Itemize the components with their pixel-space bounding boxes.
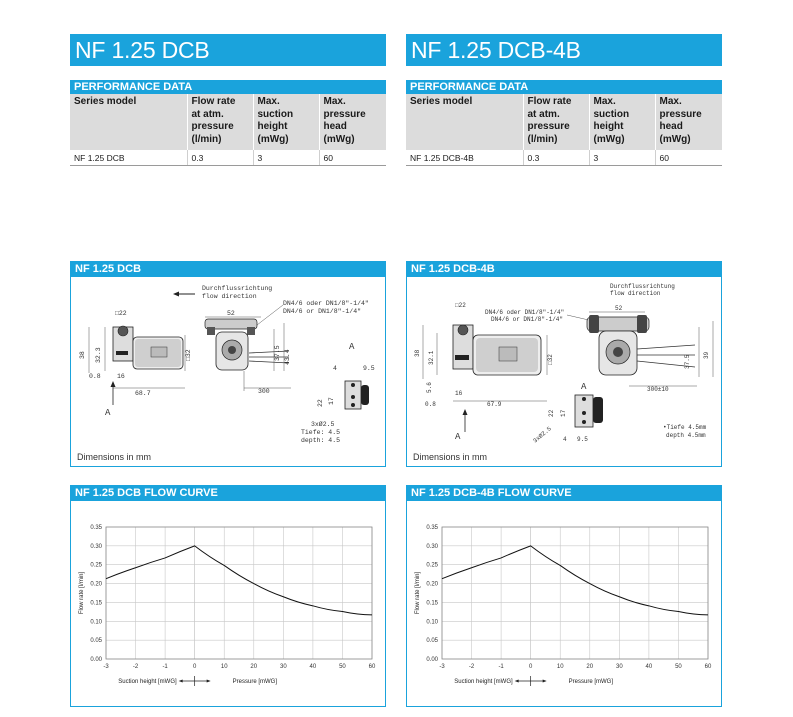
y-tick-label: 0.30 — [90, 543, 102, 550]
y-tick-label: 0.20 — [90, 581, 102, 588]
cell-series-model: NF 1.25 DCB-4B — [406, 150, 523, 166]
table-row — [70, 150, 386, 166]
flow-curve-panel — [70, 485, 386, 707]
pump-side-view — [453, 325, 541, 375]
plot-frame — [106, 527, 372, 659]
x-tick-label: 60 — [704, 664, 712, 670]
x-tick-label: 60 — [368, 664, 376, 670]
arrowhead — [173, 292, 179, 297]
dim-0-8: 0.8 — [425, 401, 436, 408]
x-tick-label: 0 — [192, 664, 197, 670]
header-line: pressure — [323, 108, 366, 120]
dim-32-3: 32.3 — [95, 347, 102, 363]
dim-22: □22 — [455, 302, 466, 309]
header-series-model — [70, 94, 187, 150]
flow-label-en: flow direction — [202, 293, 257, 300]
performance-data-heading: PERFORMANCE DATA — [70, 80, 386, 94]
flow-curve-heading: NF 1.25 DCB FLOW CURVE — [71, 486, 385, 501]
dim-52: 52 — [227, 310, 235, 317]
dim-300: 300±10 — [647, 386, 669, 393]
header-line: Flow rate — [527, 96, 572, 107]
dim-37-5: 37.5 — [684, 354, 691, 369]
pressure-axis-label: Pressure [mWG] — [568, 679, 614, 685]
header-line: Series model — [74, 96, 137, 107]
dimensions-caption: Dimensions in mm — [413, 452, 488, 462]
x-tick-label: -1 — [162, 664, 168, 670]
model-title: NF 1.25 DCB-4B — [406, 34, 722, 66]
header-line: suction — [593, 108, 630, 120]
x-tick-label: 50 — [339, 664, 346, 670]
depth-label-de: •Tiefe 4.5mm — [663, 424, 707, 431]
y-tick-label: 0.30 — [426, 543, 438, 550]
flow-curve-chart — [407, 501, 721, 706]
header-line: height — [257, 121, 288, 132]
header-line: pressure — [191, 121, 234, 132]
flow-curve-heading: NF 1.25 DCB-4B FLOW CURVE — [407, 486, 721, 501]
flow-label-de: Durchflussrichtung — [610, 283, 675, 290]
detail-a-view — [345, 381, 369, 409]
header-line: Max. — [323, 96, 346, 107]
x-tick-label: -3 — [439, 664, 445, 670]
dimensions-heading: NF 1.25 DCB — [71, 262, 385, 277]
header-line: (mWg) — [257, 133, 289, 145]
dim-16: 16 — [117, 373, 125, 380]
header-line: pressure — [659, 108, 702, 120]
detail-a-label: A — [581, 382, 587, 392]
holes-label: 3xØ2.5 — [531, 425, 553, 445]
header-line: (l/min) — [191, 133, 222, 145]
y-tick-label: 0.10 — [426, 619, 438, 626]
performance-data-section — [70, 80, 386, 166]
view-a-label: A — [455, 432, 461, 442]
header-max-pressure-head — [655, 94, 722, 150]
dim-38: 38 — [414, 349, 421, 357]
dim-9-5: 9.5 — [363, 365, 375, 372]
performance-data-table — [406, 94, 722, 166]
x-tick-label: 30 — [279, 664, 287, 670]
table-header-row — [406, 94, 722, 150]
dimensions-panel — [70, 261, 386, 467]
dimensions-caption: Dimensions in mm — [77, 452, 152, 462]
detail-a-view — [575, 395, 603, 427]
dim-17: 17 — [560, 409, 567, 417]
x-tick-label: 10 — [556, 664, 564, 670]
header-line: (mWg) — [323, 133, 355, 145]
depth-label-de: Tiefe: 4.5 — [301, 429, 341, 436]
arrowhead — [111, 381, 116, 387]
x-tick-label: 20 — [586, 664, 594, 670]
header-line: height — [593, 121, 624, 132]
header-line: Max. — [593, 96, 616, 107]
connection-label-de: DN4/6 oder DN1/8"-1/4" — [283, 300, 369, 307]
connection-label-de: DN4/6 oder DN1/8"-1/4" — [485, 309, 565, 316]
suction-axis-label: Suction height [mWG] — [118, 679, 177, 685]
dim-37-5: 37.5 — [274, 345, 281, 361]
view-a-label: A — [105, 408, 111, 418]
dim-5-6: 5.6 — [426, 382, 433, 393]
x-tick-label: 40 — [645, 664, 653, 670]
dim-52: 52 — [615, 305, 623, 312]
arrowhead-right — [207, 680, 211, 683]
dim-32-1: 32.1 — [428, 350, 435, 365]
y-tick-label: 0.35 — [90, 525, 102, 531]
dim-38: 38 — [79, 351, 86, 359]
header-line: head — [323, 121, 347, 132]
x-tick-label: -1 — [498, 664, 504, 670]
performance-data-section — [406, 80, 722, 166]
dim-16: 16 — [455, 390, 463, 397]
cell-series-model: NF 1.25 DCB — [70, 150, 187, 166]
leader-line — [257, 305, 283, 325]
model-title: NF 1.25 DCB — [70, 34, 386, 66]
y-tick-label: 0.00 — [426, 657, 438, 663]
dim-22: □22 — [115, 310, 127, 317]
depth-label-en: depth 4.5mm — [666, 432, 706, 439]
dimension-drawing — [71, 277, 385, 447]
pump-side-view — [113, 326, 183, 369]
dimension-drawing — [407, 277, 721, 447]
dim-22b: 22 — [548, 409, 555, 417]
pump-front-view — [587, 315, 695, 375]
header-line: at atm. — [191, 108, 224, 120]
header-max-suction-height — [253, 94, 319, 150]
header-line: head — [659, 121, 683, 132]
cell-suction-height: 3 — [589, 150, 655, 166]
table-row — [406, 150, 722, 166]
cell-flow-rate: 0.3 — [187, 150, 253, 166]
header-line: (mWg) — [659, 133, 691, 145]
detail-a-label: A — [349, 342, 355, 352]
header-line: suction — [257, 108, 294, 120]
y-axis-label: Flow rate [l/min] — [79, 571, 85, 615]
dimensions-heading: NF 1.25 DCB-4B — [407, 262, 721, 277]
dim-4: 4 — [563, 436, 567, 443]
dim-68-7: 68.7 — [135, 390, 151, 397]
y-tick-label: 0.05 — [426, 638, 438, 645]
connection-label-en: DN4/6 or DN1/8"-1/4" — [491, 316, 564, 323]
header-line: Max. — [257, 96, 280, 107]
header-line: (l/min) — [527, 133, 558, 145]
x-tick-label: 20 — [250, 664, 258, 670]
pump-front-view — [205, 319, 289, 370]
header-line: Flow rate — [191, 96, 236, 107]
flow-rate-curve — [442, 546, 708, 615]
x-tick-label: -3 — [103, 664, 109, 670]
dim-43-4: 43.4 — [284, 349, 291, 365]
y-tick-label: 0.05 — [90, 638, 102, 645]
flow-label-de: Durchflussrichtung — [202, 285, 273, 292]
performance-data-table — [70, 94, 386, 166]
arrowhead — [463, 409, 468, 415]
y-tick-label: 0.25 — [426, 562, 438, 569]
y-tick-label: 0.10 — [90, 619, 102, 626]
dim-32: □32 — [547, 354, 554, 365]
header-line: (mWg) — [593, 133, 625, 145]
header-flow-rate — [187, 94, 253, 150]
holes-label: 3xØ2.5 — [311, 421, 335, 428]
header-max-pressure-head — [319, 94, 386, 150]
connection-label-en: DN4/6 or DN1/8"-1/4" — [283, 308, 362, 315]
y-tick-label: 0.15 — [426, 600, 438, 607]
pressure-axis-label: Pressure [mWG] — [232, 679, 278, 685]
flow-label-en: flow direction — [610, 290, 661, 297]
x-tick-label: 40 — [309, 664, 317, 670]
header-line: pressure — [527, 121, 570, 132]
performance-data-heading: PERFORMANCE DATA — [406, 80, 722, 94]
dim-67-9: 67.9 — [487, 401, 502, 408]
cell-pressure-head: 60 — [319, 150, 386, 166]
y-tick-label: 0.35 — [426, 525, 438, 531]
header-line: Max. — [659, 96, 682, 107]
dim-32: □32 — [185, 349, 192, 361]
x-tick-label: 10 — [220, 664, 228, 670]
x-tick-label: 50 — [675, 664, 682, 670]
arrowhead-left — [179, 680, 183, 683]
header-flow-rate — [523, 94, 589, 150]
x-tick-label: 30 — [615, 664, 623, 670]
dim-39: 39 — [703, 351, 710, 359]
header-max-suction-height — [589, 94, 655, 150]
dim-9-5: 9.5 — [577, 436, 588, 443]
dim-300: 300 — [258, 388, 270, 395]
header-line: at atm. — [527, 108, 560, 120]
cell-pressure-head: 60 — [655, 150, 722, 166]
dim-17: 17 — [328, 397, 335, 405]
header-line: Series model — [410, 96, 473, 107]
dimensions-panel — [406, 261, 722, 467]
plot-frame — [442, 527, 708, 659]
arrowhead-left — [515, 680, 519, 683]
dim-0-8: 0.8 — [89, 373, 101, 380]
cell-flow-rate: 0.3 — [523, 150, 589, 166]
table-header-row — [70, 94, 386, 150]
y-tick-label: 0.00 — [90, 657, 102, 663]
flow-rate-curve — [106, 546, 372, 615]
dim-4: 4 — [333, 365, 337, 372]
y-tick-label: 0.15 — [90, 600, 102, 607]
arrowhead-right — [543, 680, 547, 683]
x-tick-label: -2 — [132, 664, 139, 670]
y-axis-label: Flow rate [l/min] — [415, 571, 421, 615]
dim-22b: 22 — [317, 399, 324, 407]
y-tick-label: 0.25 — [90, 562, 102, 569]
x-tick-label: 0 — [528, 664, 533, 670]
depth-label-en: depth: 4.5 — [301, 437, 341, 444]
cell-suction-height: 3 — [253, 150, 319, 166]
x-tick-label: -2 — [468, 664, 475, 670]
flow-curve-chart — [71, 501, 385, 706]
flow-curve-panel — [406, 485, 722, 707]
y-tick-label: 0.20 — [426, 581, 438, 588]
suction-axis-label: Suction height [mWG] — [454, 679, 513, 685]
header-series-model — [406, 94, 523, 150]
